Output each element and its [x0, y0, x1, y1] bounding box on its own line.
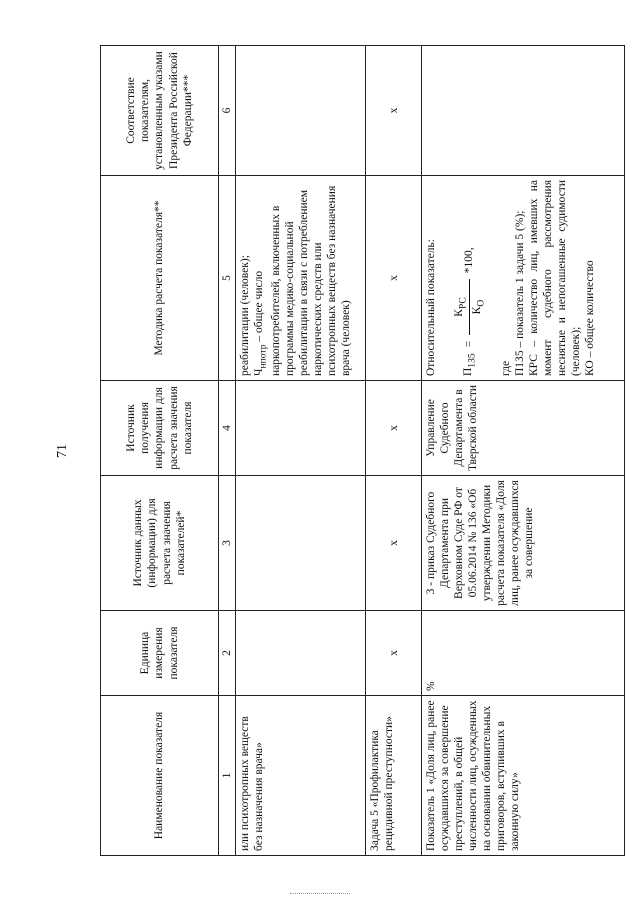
cell-empty — [236, 611, 366, 696]
column-number: 3 — [219, 476, 236, 611]
rotated-table-container — [100, 46, 625, 856]
header-data-source: Источник данных (информации) для расчета значения показателей* — [101, 476, 219, 611]
formula — [452, 180, 487, 376]
column-number: 5 — [219, 176, 236, 381]
column-number-row — [219, 46, 236, 856]
method-def: КРС – количество лиц, имевших на момент судебного рассмотрения неснятые и непогашенные судимости (человек); — [528, 180, 583, 376]
formula-multiplier: *100, — [463, 247, 476, 274]
header-indicator-name: Наименование показателя — [101, 696, 219, 856]
cell-x: х — [366, 176, 422, 381]
header-unit: Единица измерения показателя — [101, 611, 219, 696]
table-row — [422, 46, 625, 856]
method-where: где — [499, 360, 512, 376]
method-def: КО – общее количество — [584, 260, 597, 376]
method-var-sub: нпотр — [257, 344, 269, 369]
page-number: 71 — [55, 444, 70, 458]
table-row — [236, 46, 366, 856]
method-intro: Относительный показатель: — [425, 239, 438, 376]
cell-indicator-name: или психотропных веществ без назначения врача» — [236, 696, 366, 856]
cell-method — [236, 176, 366, 381]
formula-denominator: $К_О$ — [471, 299, 487, 315]
method-definition: – общее число наркопотребителей, включенных в программы медико-социальной реабилитации в связи с потреблением наркотических средств или психотропных веществ без назначения врача (человек) — [253, 185, 353, 376]
cell-empty — [236, 381, 366, 476]
column-number: 6 — [219, 46, 236, 176]
footer-mark — [290, 893, 350, 895]
method-text: реабилитации (человек); — [239, 255, 252, 376]
cell-data-source: 3 - приказ Судебного Департамента при Верховном Суде РФ от 05.06.2014 № 136 «Об утверждении Методики расчета показателя «Доля лиц, ранее осуждавшихся за совершение — [422, 476, 625, 611]
formula-equals: = — [463, 340, 476, 348]
header-method: Методика расчета показателя** — [101, 176, 219, 381]
cell-empty — [236, 46, 366, 176]
method-def: П1З5 – показатель 1 задачи 5 (%); — [513, 210, 526, 376]
header-decree-compliance: Соответствие показателям, установленным указами Президента Российской Федерации*** — [101, 46, 219, 176]
cell-indicator-name: Показатель 1 «Доля лиц, ранее осуждавшихся за совершение преступлений, в общей численности лиц, осужденных на основании обвинительных приговоров, вступивших в законную силу» — [422, 696, 625, 856]
indicators-table — [100, 45, 625, 856]
table-row — [366, 46, 422, 856]
header-info-source: Источник получения информации для расчета значения показателя — [101, 381, 219, 476]
column-number: 2 — [219, 611, 236, 696]
cell-unit: % — [422, 611, 625, 696]
cell-task-name: Задача 5 «Профилактика рецидивной преступности» — [366, 696, 422, 856]
cell-empty — [236, 476, 366, 611]
cell-x: х — [366, 381, 422, 476]
cell-empty — [422, 46, 625, 176]
cell-info-source: Управление Судебного Департамента в Тверской области — [422, 381, 625, 476]
method-var: Ч — [253, 368, 266, 376]
header-row — [101, 46, 219, 856]
column-number: 4 — [219, 381, 236, 476]
cell-x: х — [366, 46, 422, 176]
formula-left: $П_{1З5}$ — [462, 353, 478, 376]
formula-fraction — [452, 279, 487, 335]
column-number: 1 — [219, 696, 236, 856]
cell-method — [422, 176, 625, 381]
cell-x: х — [366, 476, 422, 611]
formula-numerator: $К_{РС}$ — [452, 279, 470, 335]
cell-x: х — [366, 611, 422, 696]
